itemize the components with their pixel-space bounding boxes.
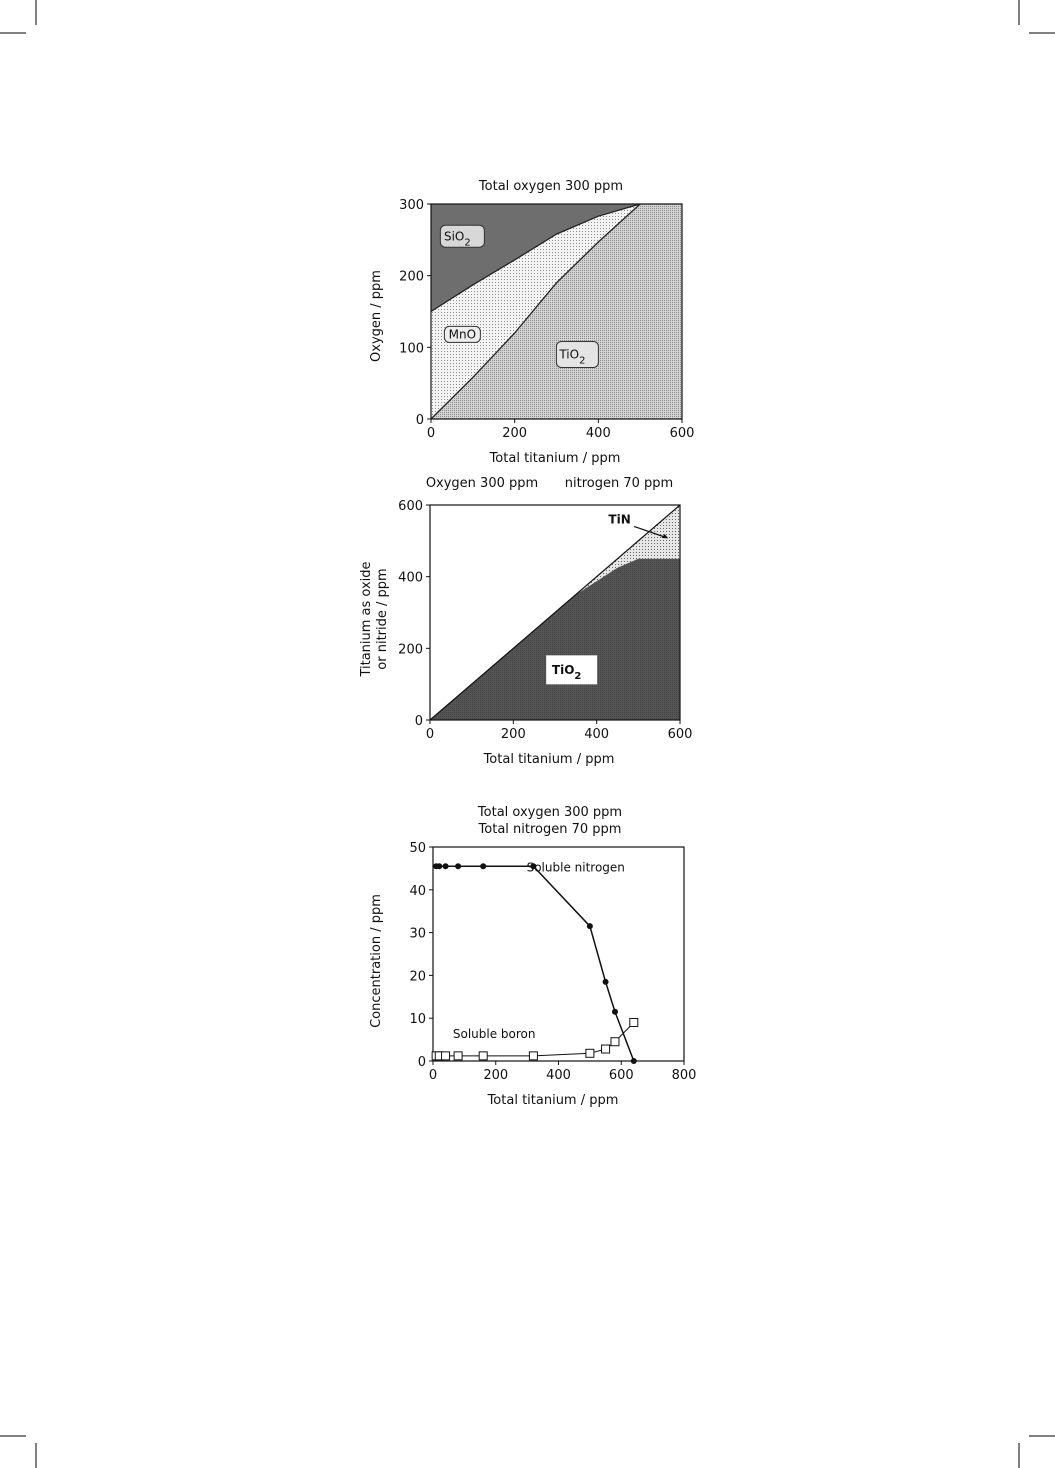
tio2-label: TiO$_2$: [559, 347, 586, 367]
boron-point: [602, 1045, 610, 1053]
chart2-ytick-label: 400: [398, 570, 423, 586]
chart1-xtick-label: 0: [426, 426, 436, 441]
chart1-ytick-label: 200: [399, 269, 424, 285]
chart2-ylabel-line1: Titanium as oxide: [359, 561, 374, 677]
chart1-xtick-label: 600: [669, 426, 695, 441]
nitrogen-point: [612, 1009, 618, 1015]
mno-label: MnO: [448, 327, 477, 342]
chart-titanium-partition: [359, 476, 692, 767]
chart2-xtick-label: 400: [584, 727, 610, 742]
boron-point: [442, 1052, 450, 1060]
series-label-boron: Soluble boron: [452, 1027, 536, 1042]
chart3-xtick-label: 600: [608, 1068, 634, 1083]
sio2-label: SiO$_2$: [443, 229, 471, 249]
nitrogen-point: [587, 923, 593, 929]
tio2-chart2-label-sub: 2: [574, 670, 582, 682]
boron-point: [454, 1052, 462, 1060]
chart3-title-line1: Total oxygen 300 ppm: [477, 805, 623, 820]
chart2-ylabel-line2: or nitride / ppm: [375, 568, 390, 670]
chart3-ytick-label: 0: [417, 1055, 426, 1070]
chart-soluble-concentration: [369, 805, 696, 1108]
tin-label: TiN: [608, 512, 631, 527]
nitrogen-point: [603, 979, 609, 985]
series-label-nitrogen: Soluble nitrogen: [526, 860, 625, 875]
tio2-chart2-label: TiO$_2$: [551, 662, 582, 682]
chart1-ytick-label: 0: [415, 413, 424, 428]
chart3-ytick-label: 50: [409, 841, 426, 856]
boron-point: [611, 1038, 619, 1046]
nitrogen-point: [443, 863, 449, 869]
chart2-xlabel: Total titanium / ppm: [483, 752, 615, 767]
chart3-ytick-label: 40: [409, 883, 426, 899]
chart1-xlabel: Total titanium / ppm: [489, 451, 621, 466]
chart-oxide-regions: [369, 179, 694, 466]
chart3-ytick-label: 10: [409, 1012, 426, 1028]
chart2-xtick-label: 0: [425, 727, 435, 742]
chart3-title-line2: Total nitrogen 70 ppm: [478, 822, 622, 837]
chart2-ytick-label: 200: [398, 642, 423, 658]
chart3-xtick-label: 0: [428, 1068, 438, 1083]
chart1-xtick-label: 400: [585, 426, 611, 441]
chart1-ytick-label: 300: [399, 198, 424, 213]
chart2-xtick-label: 600: [667, 727, 693, 742]
chart3-xtick-label: 800: [671, 1068, 697, 1083]
chart1-ytick-label: 100: [399, 341, 424, 357]
nitrogen-point: [631, 1058, 637, 1064]
tio2-label-sub: 2: [579, 355, 586, 367]
chart1-ylabel: Oxygen / ppm: [369, 270, 384, 362]
chart3-xtick-label: 200: [483, 1068, 509, 1083]
boron-point: [630, 1018, 638, 1026]
nitrogen-point: [480, 863, 486, 869]
chart2-xtick-label: 200: [500, 727, 526, 742]
chart3-ylabel: Concentration / ppm: [369, 894, 384, 1028]
nitrogen-point: [436, 863, 442, 869]
nitrogen-point: [455, 863, 461, 869]
chart1-xtick-label: 200: [502, 426, 528, 441]
chart3-xlabel: Total titanium / ppm: [487, 1093, 619, 1108]
sio2-label-sub: 2: [464, 237, 471, 249]
chart2-ytick-label: 600: [398, 499, 423, 514]
chart3-ytick-label: 30: [409, 926, 426, 942]
boron-point: [479, 1052, 487, 1060]
chart1-title: Total oxygen 300 ppm: [478, 179, 624, 194]
chart2-title-left: Oxygen 300 ppm: [425, 476, 539, 491]
chart3-xtick-label: 400: [546, 1068, 571, 1083]
boron-point: [586, 1049, 594, 1057]
boron-point: [529, 1052, 537, 1060]
chart2-title-right: nitrogen 70 ppm: [564, 476, 674, 491]
chart3-ytick-label: 20: [409, 969, 426, 985]
chart2-ytick-label: 0: [414, 714, 423, 729]
